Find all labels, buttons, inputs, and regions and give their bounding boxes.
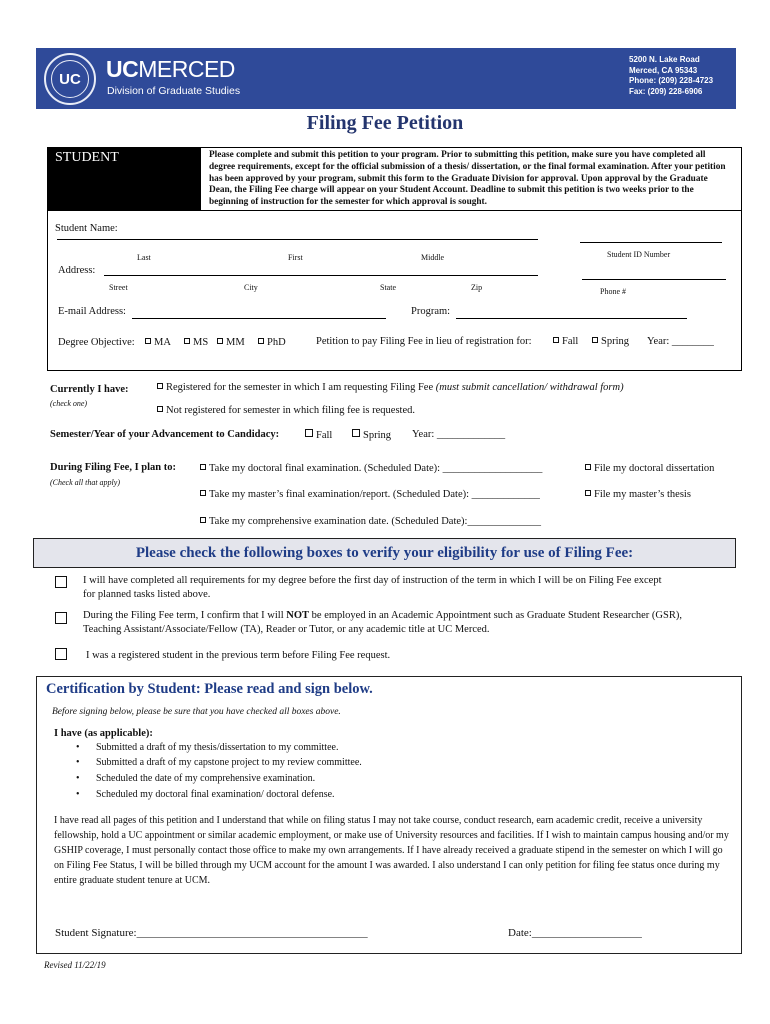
have-item-2: Submitted a draft of my capstone project to my review committee.	[96, 757, 362, 768]
phone-field[interactable]	[582, 279, 726, 280]
have-item-3: Scheduled the date of my comprehensive examination.	[96, 773, 316, 784]
street-caption: Street	[109, 283, 128, 292]
degree-option-ms[interactable]: MS	[184, 337, 208, 348]
checkbox-icon[interactable]	[157, 383, 163, 389]
email-label: E-mail Address:	[58, 306, 126, 317]
degree-objective-label: Degree Objective:	[58, 337, 135, 348]
certification-title: Certification by Student: Please read and sign below.	[46, 681, 373, 697]
checkbox-icon[interactable]	[145, 338, 151, 344]
checkbox-icon[interactable]	[200, 517, 206, 523]
advancement-fall-option[interactable]: Fall	[305, 429, 332, 441]
eligibility-item-2-line2: Teaching Assistant/Associate/Fellow (TA), Reader or Tutor, or any academic title at UC Merced.	[83, 624, 490, 635]
eligibility-item-1-line1: I will have completed all requirements for my degree before the first day of instruction of the term in which I will be on Filing Fee except	[83, 575, 662, 586]
checkbox-icon[interactable]	[352, 429, 360, 437]
page-title: Filing Fee Petition	[306, 112, 464, 134]
term-option-spring[interactable]: Spring	[592, 336, 629, 347]
state-caption: State	[380, 283, 396, 292]
checkbox-icon[interactable]	[157, 406, 163, 412]
eligibility-checkbox-1[interactable]	[55, 576, 67, 588]
plans-label: During Filing Fee, I plan to:	[50, 462, 177, 473]
checkbox-icon[interactable]	[258, 338, 264, 344]
checkbox-icon[interactable]	[200, 464, 206, 470]
plans-hint: (Check all that apply)	[50, 478, 120, 487]
plan-comprehensive-exam[interactable]: Take my comprehensive examination date. (Scheduled Date):______________	[200, 516, 541, 527]
bullet-icon: •	[76, 773, 80, 784]
registered-option[interactable]: Registered for the semester in which I am requesting Filing Fee (must submit cancellation/ withdrawal form)	[157, 382, 624, 393]
currently-label: Currently I have:	[50, 384, 129, 395]
phone-caption: Phone #	[600, 287, 626, 296]
first-name-caption: First	[288, 253, 303, 262]
header-banner	[36, 48, 736, 109]
student-name-label: Student Name:	[55, 223, 118, 234]
student-name-field[interactable]	[57, 239, 538, 240]
bullet-icon: •	[76, 742, 80, 753]
address-label: Address:	[58, 265, 96, 276]
revision-note: Revised 11/22/19	[44, 960, 106, 970]
check-one-hint: (check one)	[50, 399, 88, 408]
eligibility-checkbox-3[interactable]	[55, 648, 67, 660]
email-field[interactable]	[132, 318, 386, 319]
petition-term-label: Petition to pay Filing Fee in lieu of registration for:	[316, 336, 532, 347]
plan-doctoral-exam[interactable]: Take my doctoral final examination. (Scheduled Date): ___________________	[200, 463, 542, 474]
degree-option-mm[interactable]: MM	[217, 337, 245, 348]
checkbox-icon[interactable]	[184, 338, 190, 344]
program-label: Program:	[411, 306, 451, 317]
eligibility-banner: Please check the following boxes to verify your eligibility for use of Filing Fee:	[33, 538, 736, 568]
student-id-field[interactable]	[580, 242, 722, 243]
have-item-1: Submitted a draft of my thesis/dissertation to my committee.	[96, 742, 339, 753]
term-option-fall[interactable]: Fall	[553, 336, 578, 347]
zip-caption: Zip	[471, 283, 483, 292]
not-registered-option[interactable]: Not registered for semester in which filing fee is requested.	[157, 405, 415, 416]
division-name: Division of Graduate Studies	[107, 85, 241, 97]
student-id-caption: Student ID Number	[607, 250, 671, 259]
checkbox-icon[interactable]	[217, 338, 223, 344]
eligibility-item-1-line2: for planned tasks listed above.	[83, 589, 211, 600]
checkbox-icon[interactable]	[585, 464, 591, 470]
plan-file-thesis[interactable]: File my master’s thesis	[585, 489, 691, 500]
contact-info: 5200 N. Lake Road Merced, CA 95343 Phone: (209) 228-4723 Fax: (209) 228-6906	[629, 55, 714, 96]
middle-name-caption: Middle	[421, 253, 445, 262]
university-name: UCMERCED	[106, 56, 235, 82]
city-caption: City	[244, 283, 258, 292]
date-field[interactable]: Date:____________________	[508, 927, 642, 939]
bullet-icon: •	[76, 757, 80, 768]
bullet-icon: •	[76, 789, 80, 800]
checkbox-icon[interactable]	[585, 490, 591, 496]
plan-masters-exam[interactable]: Take my master’s final examination/report. (Scheduled Date): _____________	[200, 489, 540, 500]
address-field[interactable]	[104, 275, 538, 276]
checkbox-icon[interactable]	[592, 337, 598, 343]
checkbox-icon[interactable]	[200, 490, 206, 496]
certification-note: Before signing below, please be sure that you have checked all boxes above.	[52, 707, 341, 717]
term-year-field[interactable]: Year: ________	[647, 336, 714, 347]
advancement-spring-option[interactable]: Spring	[352, 429, 391, 441]
program-field[interactable]	[456, 318, 687, 319]
checkbox-icon[interactable]	[553, 337, 559, 343]
signature-field[interactable]: Student Signature:__________________________________________	[55, 927, 368, 939]
have-item-4: Scheduled my doctoral final examination/ doctoral defense.	[96, 789, 335, 800]
eligibility-checkbox-2[interactable]	[55, 612, 67, 624]
eligibility-item-3: I was a registered student in the previous term before Filing Fee request.	[86, 650, 391, 661]
degree-option-ma[interactable]: MA	[145, 337, 171, 348]
plan-file-dissertation[interactable]: File my doctoral dissertation	[585, 463, 714, 474]
advancement-year-field[interactable]: Year: _____________	[412, 429, 506, 440]
have-label: I have (as applicable):	[54, 728, 153, 739]
university-seal-icon	[44, 53, 96, 105]
seal-letters: UC	[51, 60, 89, 98]
advancement-label: Semester/Year of your Advancement to Candidacy:	[50, 429, 280, 440]
eligibility-item-2-line1: During the Filing Fee term, I confirm that I will NOT be employed in an Academic Appointment such as Graduate Student Researcher (GSR),	[83, 610, 682, 621]
student-section-label: STUDENT	[47, 147, 200, 211]
last-name-caption: Last	[137, 253, 151, 262]
checkbox-icon[interactable]	[305, 429, 313, 437]
instructions: Please complete and submit this petition to your program. Prior to submitting this petition, make sure you have completed all degree requirements, except for the official submission of a thesis/ dissertation, or the final formal examination. After your petition has been approved by your program, submit this form to the Graduate Division for approval. Upon approval by the Graduate Dean, the Filing Fee charge will appear on your Student Account. Deadline to submit this petition is two weeks prior to the beginning of instruction for the semester for which approval is sought.	[200, 147, 742, 211]
certification-paragraph: I have read all pages of this petition and I understand that while on filing status I may not take course, conduct research, earn academic credit, receive a university fellowship, hold a UC appointment or similar academic employment, or make use of University resources and facilities. If I wish to maintain campus housing and/or my GSHIP coverage, I must personally contact those office to make my own arrangements. If I have already received a graduate stipend in the semester on which I will go on Filing Fee Status, I will be billed through my UCM account for the amount I was awarded. I also understand I can only petition for filing fee status once during my entire graduate student tenure at UCM.	[54, 815, 729, 886]
degree-option-phd[interactable]: PhD	[258, 337, 286, 348]
